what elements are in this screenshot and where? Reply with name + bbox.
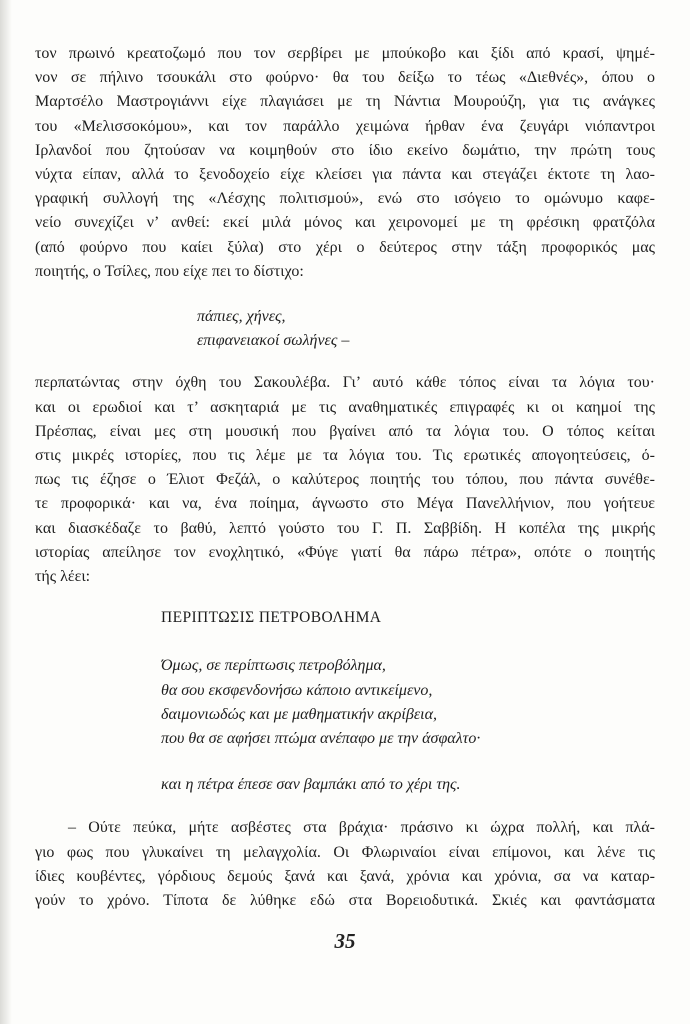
text-line: νείο συνεχίζει ν’ ανθεί: εκεί μιλά μόνος και χειρονομεί με τη φρέσικη φρατζόλα	[35, 214, 655, 232]
text-line: ποιητής, ο Τσίλες, που είχε πει το δίστιχο:	[35, 262, 304, 280]
page-number: 35	[334, 929, 356, 953]
poem-title: ΠΕΡΙΠΤΩΣΙΣ ΠΕΤΡΟΒΟΛΗΜΑ	[161, 609, 382, 627]
poem-coda-line: και η πέτρα έπεσε σαν βαμπάκι από το χέρι της.	[161, 776, 461, 794]
text-line: – Ούτε πεύκα, μήτε ασβέστες στα βράχια· πράσινο κι ώχρα πολλή, και πλά-	[68, 819, 655, 837]
text-line: πάπιες, χήνες,	[197, 308, 286, 326]
text-line: του «Μελισσοκόμου», και τον παράλλο χειμώνα ήρθαν ένα ζευγάρι νιόπαντροι	[35, 117, 655, 135]
paragraph-narrative	[35, 371, 655, 589]
paragraph-continuation	[35, 42, 655, 284]
text-line: νον σε πήλινο τσουκάλι στο φούρνο· θα του δείξω το τέως «Διεθνές», όπου ο	[35, 69, 655, 87]
paragraph-closing	[35, 816, 655, 913]
text-line: πως τις έζησε ο Έλιοτ Φεζάλ, ο καλύτερος ποιητής του τόπου, που πάντα συνέθε-	[35, 471, 655, 489]
text-line: περπατώντας στην όχθη του Σακουλέβα. Γι’ αυτό κάθε τόπος είναι τα λόγια του·	[35, 374, 655, 392]
poem-stanza	[161, 654, 655, 751]
text-line: δαιμονιωδώς και με μαθηματικήν ακρίβεια,	[161, 705, 437, 723]
text-line: που θα σε αφήσει πτώμα ανέπαφο με την άσφαλτο·	[161, 730, 481, 748]
text-line: τε προφορικά· και να, ένα ποίημα, άγνωστο στο Μέγα Πανελλήνιον, που γοήτευε	[35, 495, 655, 513]
page-text-block	[35, 0, 655, 913]
text-line: νύχτα είπαν, αλλά το ξενοδοχείο είχε κλείσει για πάντα και στεγάζει έκτοτε τη λαο-	[35, 166, 655, 184]
text-line: Μαρτσέλο Μαστρογιάννι είχε πλαγιάσει με τη Νάντια Μουρούζη, για τις ανάγκες	[35, 93, 655, 111]
text-line: (από φούρνο που καίει ξύλα) στο χέρι ο δεύτερος στην τάξη προφορικός μας	[35, 238, 655, 256]
text-line: στις μικρές ιστορίες, που τις λέμε με τα λόγια του. Τις ερωτικές απογοητεύσεις, ό-	[35, 447, 655, 465]
text-line: ιστορίας απείλησε τον ενοχλητικό, «Φύγε γιατί θα πάρω πέτρα», οπότε ο ποιητής	[35, 543, 655, 561]
text-line: και οι ερωδιοί και τ’ ασκηταριά με τις αναθηματικές επιγραφές κι οι καημοί της	[35, 398, 655, 416]
text-line: και διασκέδαζε το βαθύ, λεπτό γούστο του Γ. Π. Σαββίδη. Η κοπέλα της μικρής	[35, 519, 655, 537]
text-line: θα σου εκσφενδονήσω κάποιο αντικείμενο,	[161, 681, 433, 699]
text-line: επιφανειακοί σωλήνες –	[197, 332, 350, 350]
text-line: τής λέει:	[35, 568, 91, 586]
text-line: γούν το χρόνο. Τίποτα δε λύθηκε εδώ στα Βορειοδυτικά. Σκιές και φαντάσματα	[35, 892, 655, 910]
text-line: τον πρωινό κρεατοζωμό που τον σερβίρει με μπούκοβο και ξίδι από κρασί, ψημέ-	[35, 45, 655, 62]
text-line: ίδιες κουβέντες, γόρδιους δεμούς ξανά και ξανά, χρόνια και χρόνια, σα να καταρ-	[35, 867, 655, 885]
text-line: Όμως, σε περίπτωσις πετροβόλημα,	[161, 657, 386, 675]
text-line: γραφική συλλογή της «Λέσχης πολιτισμού», ενώ στο ισόγειο το ομώνυμο καφε-	[35, 190, 655, 208]
text-line: Πρέσπας, είναι μες στη μουσική που βγαίνει από τα λόγια του. Ο τόπος κείται	[35, 422, 655, 440]
text-line: γιο φως που γλυκαίνει τη μελαγχολία. Οι Φλωριναίοι είναι επίμονοι, και λένε τις	[35, 843, 655, 861]
text-line: Ιρλανδοί που ζητούσαν να κοιμηθούν στο ίδιο εκείνο δωμάτιο, την πρώτη τους	[35, 141, 655, 159]
verse-couplet	[197, 305, 655, 353]
